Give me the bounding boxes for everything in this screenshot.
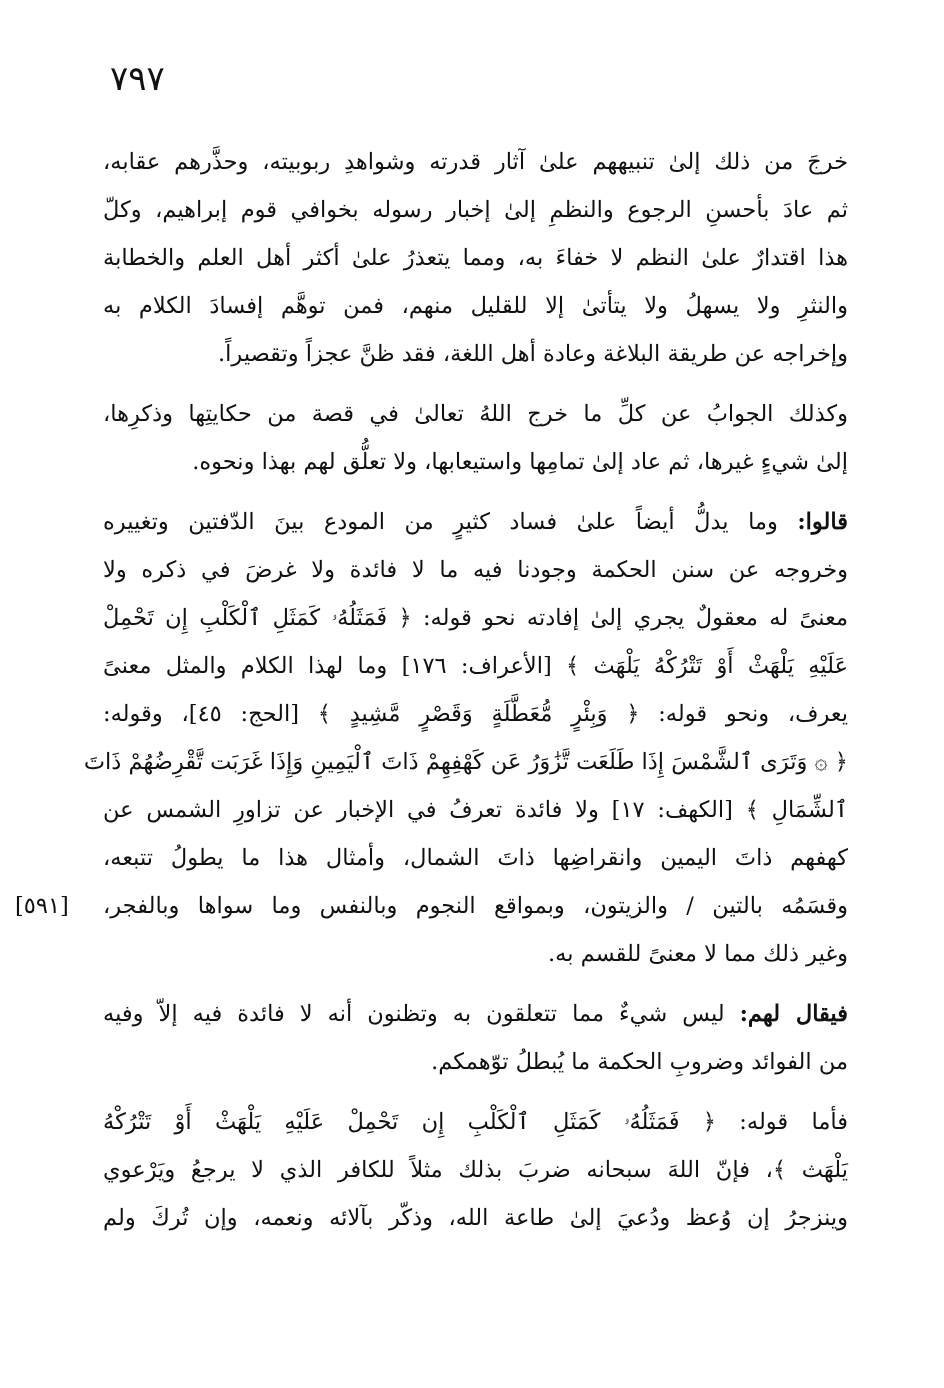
text-segment: وما يدلُّ أيضاً علىٰ فساد كثيرٍ من المودع بينَ الدّفتين وتغييره [103,509,798,535]
text-line: وإخراجه عن طريقة البلاغة وعادة أهل اللغة، فقد ظنَّ عجزاً وتقصيراً. [218,341,848,367]
text-line: يَلْهَث ﴾، فإنّ اللهَ سبحانه ضربَ بذلك مثلاً للكافر الذي لا يرجعُ ويَرْعوي [103,1157,848,1183]
text-line: إلىٰ شيءٍ غيرها، ثم عاد إلىٰ تمامِها واستيعابها، ولا تعلُّق لهم بهذا ونحوه. [192,449,848,475]
paragraph-label: قالوا: [797,509,848,535]
text-line: وينزجرُ إن وُعظ ودُعيَ إلىٰ طاعة الله، وذكّر بآلائه ونعمه، وإن تُركَ ولم [103,1205,848,1231]
page-body [15,138,849,1254]
paragraph-label: فيقال لهم: [739,1001,848,1027]
page-number: ٧٩٧ [110,59,165,99]
text-line: من الفوائد وضروبِ الحكمة ما يُبطلُ توّهمكم. [431,1049,848,1075]
text-line: وغير ذلك مما لا معنىً للقسم به. [548,941,848,967]
text-line: وخروجه عن سنن الحكمة وجودنا فيه ما لا فائدة ولا غرضَ في ذكره ولا [103,557,848,583]
paragraph-4 [103,990,848,1086]
text-line: هذا اقتدارٌ علىٰ النظم لا خفاءَ به، ومما يتعذرُ علىٰ أكثر أهل العلم والخطابة [103,245,848,271]
paragraph-3 [15,498,849,978]
text-segment: ليس شيءٌ مما تتعلقون به وتظنون أنه لا فائدة فيه إلاّ وفيه [103,1001,740,1027]
text-line: كهفهم ذاتَ اليمين وانقراضِها ذاتَ الشمال، وأمثال هذا ما يطولُ تتبعه، [103,845,848,871]
text-line: ٱلشِّمَالِ ﴾ [الكهف: ١٧] ولا فائدة تعرفُ في الإخبار عن تزاورِ الشمس عن [103,797,848,823]
text-line: ثم عادَ بأحسنِ الرجوع والنظمِ إلىٰ إخبار رسوله بخوافي قوم إبراهيم، وكلّ [103,197,848,223]
paragraph-2 [103,390,848,486]
paragraph-5 [103,1098,848,1242]
text-line: وكذلك الجوابُ عن كلِّ ما خرج اللهُ تعالىٰ في قصة من حكايتِها وذكرِها، [103,401,848,427]
text-line [103,990,848,1038]
text-line: ﴿ ۞ وَتَرَى ٱلشَّمْسَ إِذَا طَلَعَت تَّزَٰوَرُ عَن كَهْفِهِمْ ذَاتَ ٱلْيَمِينِ وَإِذَا غَرَبَت تَّقْرِضُهُمْ ذَاتَ [83,749,848,775]
text-line: خرجَ من ذلك إلىٰ تنبيههم علىٰ آثار قدرته وشواهدِ ربوبيته، وحذَّرهم عقابه، [103,149,848,175]
text-line: فأما قوله: ﴿ فَمَثَلُهُۥ كَمَثَلِ ٱلْكَلْبِ إِن تَحْمِلْ عَلَيْهِ يَلْهَثْ أَوْ تَتْرُكْهُ [103,1109,848,1135]
margin-reference: [٥٩١] [15,893,69,919]
text-line: عَلَيْهِ يَلْهَثْ أَوْ تَتْرُكْهُ يَلْهَث ﴾ [الأعراف: ١٧٦] وما لهذا الكلام والمثل معنىً [103,653,849,679]
paragraph-1 [103,138,848,378]
text-line: معنىً له معقولٌ يجري إلىٰ إفادته نحو قوله: ﴿ فَمَثَلُهُۥ كَمَثَلِ ٱلْكَلْبِ إِن تَحْمِلْ [103,605,848,631]
text-line: والنثرِ ولا يسهلُ ولا يتأتىٰ إلا للقليل منهم، فمن توهَّم إفسادَ الكلام به [103,293,848,319]
text-segment: وقسَمُه بالتين / والزيتون، وبمواقع النجوم وبالنفس وما سواها وبالفجر، [103,893,848,919]
text-line: يعرف، ونحو قوله: ﴿ وَبِئْرٍ مُّعَطَّلَةٍ وَقَصْرٍ مَّشِيدٍ ﴾ [الحج: ٤٥]، وقوله: [103,701,849,727]
text-line [103,498,848,546]
text-line [15,882,848,930]
